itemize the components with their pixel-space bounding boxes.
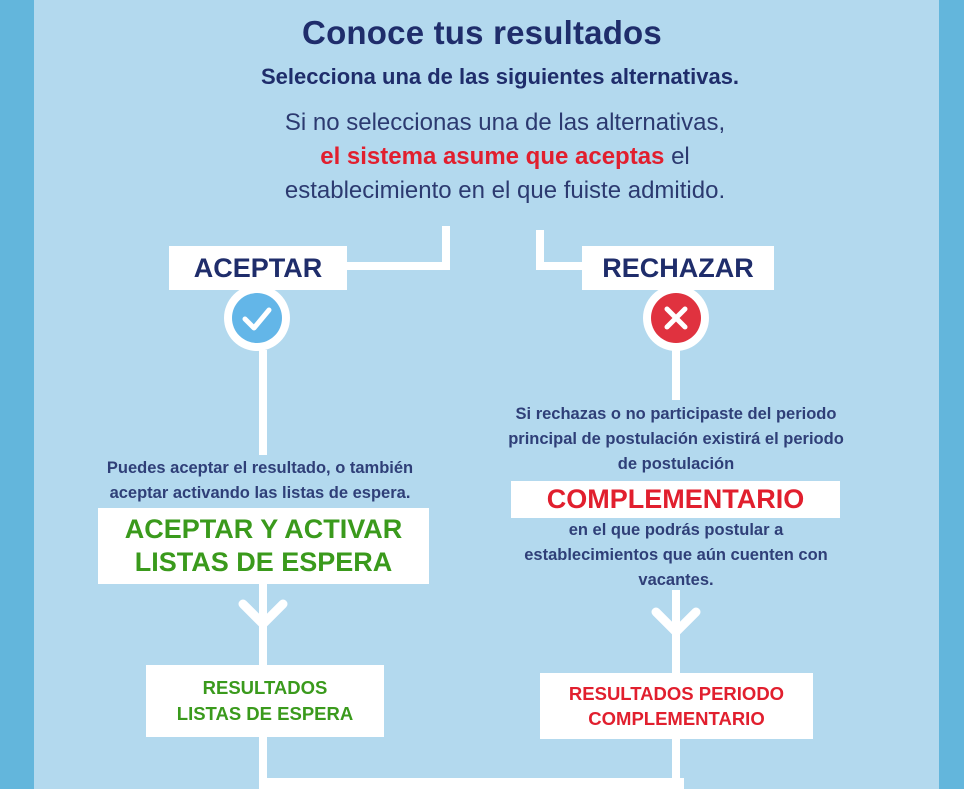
complementary-results-line-2: COMPLEMENTARIO	[588, 708, 765, 729]
check-icon	[231, 292, 283, 344]
connector-left-horizontal	[340, 262, 450, 270]
accept-description-line-1: Puedes aceptar el resultado, o también	[106, 459, 414, 477]
complementary-period-label: COMPLEMENTARIO	[511, 481, 840, 518]
reject-circle[interactable]	[643, 285, 709, 351]
accept-description	[40, 456, 480, 506]
reject-description-line-4: en el que podrás postular a	[568, 521, 784, 539]
waitlist-results-line-1: RESULTADOS	[202, 677, 328, 698]
reject-description	[440, 402, 912, 477]
reject-description-line-3: de postulación	[617, 455, 735, 473]
reject-description-line-6: vacantes.	[638, 571, 714, 589]
waitlist-results-box[interactable]	[146, 665, 384, 737]
reject-option-button[interactable]: RECHAZAR	[582, 246, 774, 290]
reject-description-continued	[440, 518, 912, 593]
waitlist-results-line-2: LISTAS DE ESPERA	[176, 703, 354, 724]
note-line-2-rest: el	[664, 143, 690, 170]
right-flow-line-1	[672, 350, 680, 400]
left-chevron-down-icon	[237, 598, 289, 632]
accept-activate-line-1: ACEPTAR Y ACTIVAR	[124, 514, 403, 544]
connector-right-horizontal	[536, 262, 586, 270]
accept-circle[interactable]	[224, 285, 290, 351]
default-note	[0, 106, 964, 208]
reject-description-line-5: establecimientos que aún cuenten con	[524, 546, 828, 564]
note-line-3: establecimiento en el que fuiste admitido.	[284, 177, 726, 204]
right-chevron-down-icon	[650, 606, 702, 640]
reject-description-line-2: principal de postulación existirá el periodo	[508, 430, 844, 448]
note-line-1: Si no seleccionas una de las alternativas,	[284, 109, 726, 136]
right-flow-line-3	[672, 738, 680, 789]
page-title: Conoce tus resultados	[302, 14, 662, 51]
complementary-results-box[interactable]	[540, 673, 813, 739]
bottom-connector	[259, 778, 684, 789]
reject-description-line-1: Si rechazas o no participaste del periodo	[515, 405, 837, 423]
accept-activate-line-2: LISTAS DE ESPERA	[134, 547, 393, 577]
complementary-results-line-1: RESULTADOS PERIODO	[568, 683, 785, 704]
accept-description-line-2: aceptar activando las listas de espera.	[109, 484, 411, 502]
page-subtitle: Selecciona una de las siguientes alternativas.	[260, 64, 740, 89]
left-flow-line-1	[259, 350, 267, 455]
note-highlight: el sistema asume que aceptas	[320, 143, 665, 170]
cross-icon	[650, 292, 702, 344]
accept-activate-waitlist-button[interactable]	[98, 508, 429, 584]
accept-option-button[interactable]: ACEPTAR	[169, 246, 347, 290]
note-line-2	[0, 140, 964, 174]
